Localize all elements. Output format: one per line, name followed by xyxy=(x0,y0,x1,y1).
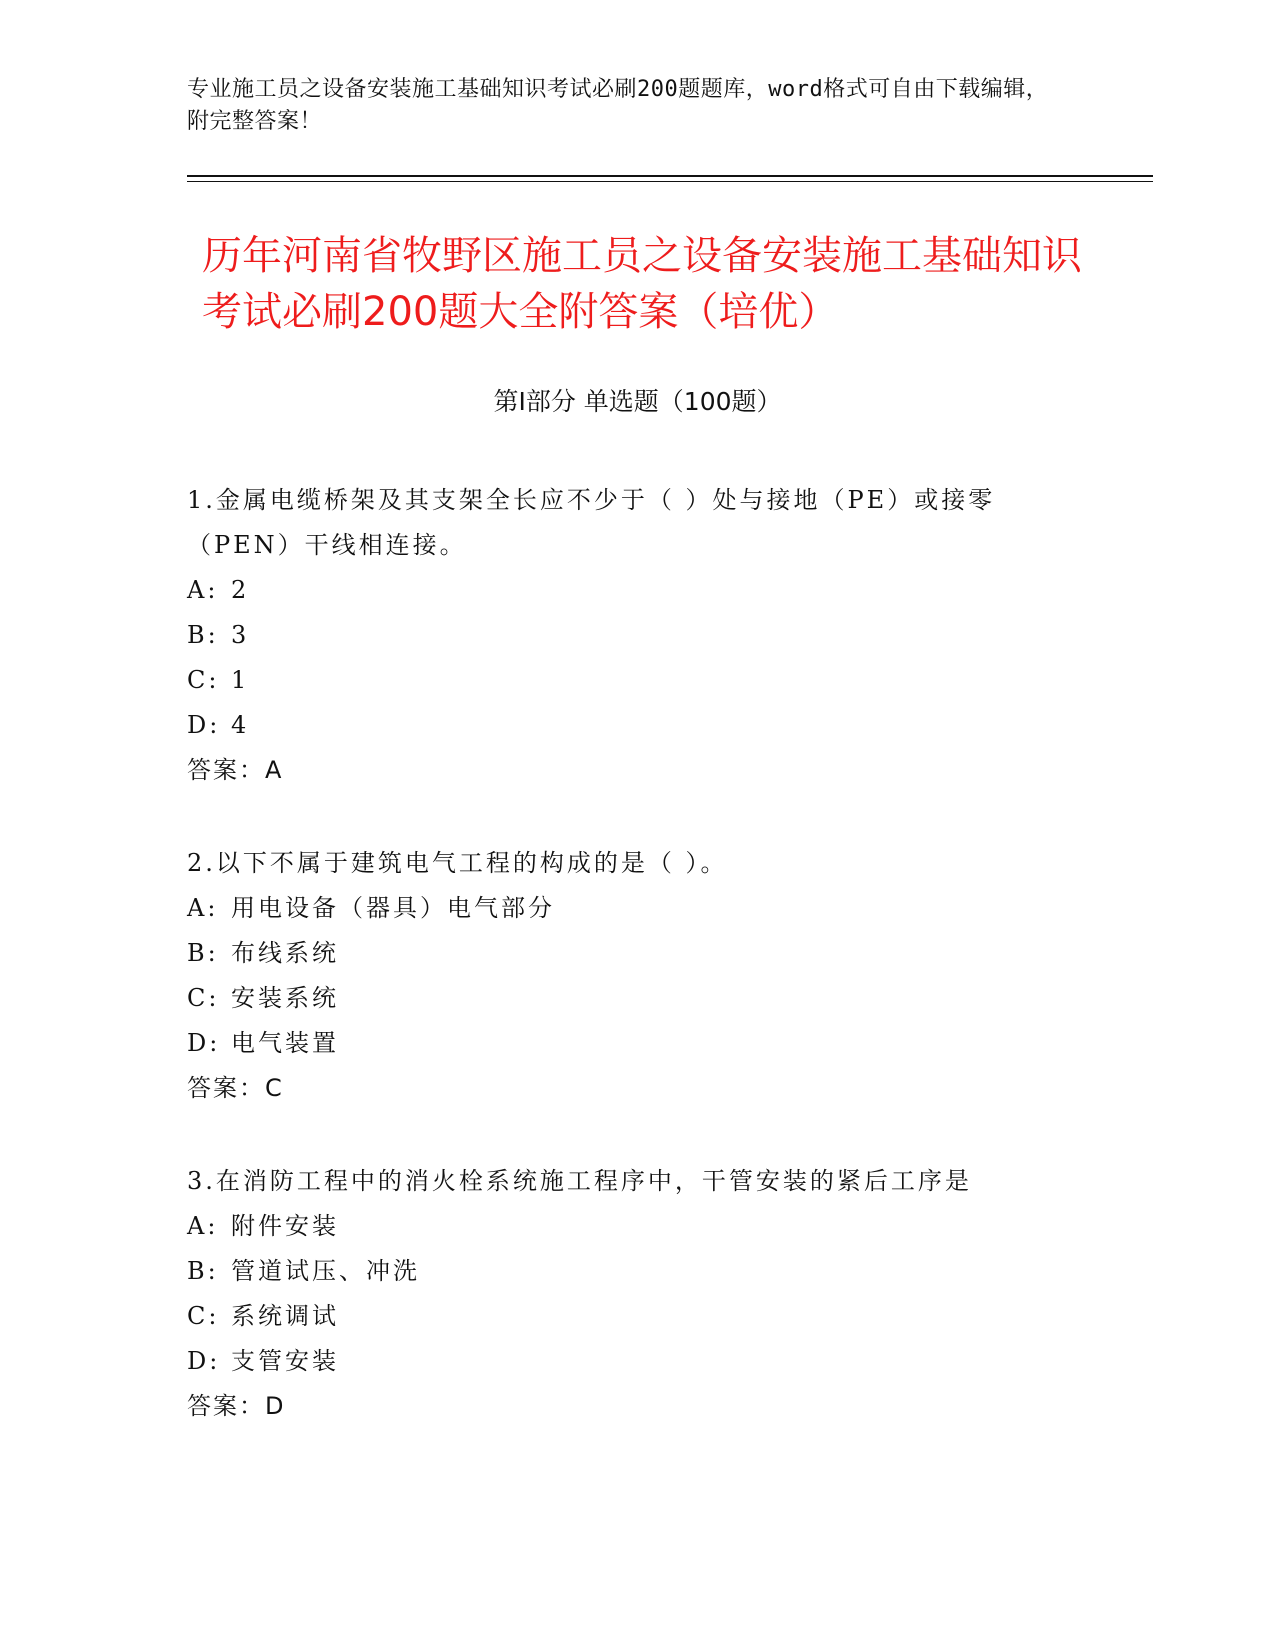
option-key: C: xyxy=(187,666,220,694)
question-list xyxy=(187,478,1087,1477)
option-key: D: xyxy=(187,1029,221,1057)
document-title: 历年河南省牧野区施工员之设备安装施工基础知识考试必刷200题大全附答案（培优） xyxy=(202,233,1082,335)
option-key: C: xyxy=(187,984,220,1012)
option-text: 安装系统 xyxy=(231,984,339,1012)
option-text: 布线系统 xyxy=(231,939,339,967)
question-stem: 2.以下不属于建筑电气工程的构成的是（ ）。 xyxy=(187,849,728,877)
option-text: 电气装置 xyxy=(231,1029,339,1057)
option-c xyxy=(187,976,1087,1021)
option-text: 3 xyxy=(231,621,250,649)
question-2 xyxy=(187,841,1087,1111)
option-text: 支管安装 xyxy=(231,1347,339,1375)
option-key: A: xyxy=(187,894,219,922)
option-key: B: xyxy=(187,1257,219,1285)
option-key: B: xyxy=(187,939,219,967)
option-d xyxy=(187,1339,1087,1384)
question-3 xyxy=(187,1159,1087,1429)
option-b xyxy=(187,613,1087,658)
option-c xyxy=(187,658,1087,703)
option-a xyxy=(187,1204,1087,1249)
option-a xyxy=(187,886,1087,931)
option-text: 管道试压、冲洗 xyxy=(231,1257,420,1285)
option-b xyxy=(187,1249,1087,1294)
question-stem: 3.在消防工程中的消火栓系统施工程序中，干管安装的紧后工序是 xyxy=(187,1167,972,1195)
option-d xyxy=(187,1021,1087,1066)
answer-line: 答案：A xyxy=(187,756,284,784)
option-key: C: xyxy=(187,1302,220,1330)
option-text: 用电设备（器具）电气部分 xyxy=(231,894,555,922)
option-key: A: xyxy=(187,1212,219,1240)
option-text: 1 xyxy=(231,666,250,694)
header-rule-thin xyxy=(187,181,1153,182)
option-key: A: xyxy=(187,576,219,604)
option-b xyxy=(187,931,1087,976)
option-key: D: xyxy=(187,1347,221,1375)
option-text: 系统调试 xyxy=(231,1302,339,1330)
header-note: 专业施工员之设备安装施工基础知识考试必刷200题题库，word格式可自由下载编辑，附完整答案！ xyxy=(187,77,1049,134)
question-1 xyxy=(187,478,1087,793)
option-a xyxy=(187,568,1087,613)
option-d xyxy=(187,703,1087,748)
answer-line: 答案：D xyxy=(187,1392,286,1420)
option-text: 附件安装 xyxy=(231,1212,339,1240)
option-text: 4 xyxy=(231,711,250,739)
option-key: B: xyxy=(187,621,219,649)
option-c xyxy=(187,1294,1087,1339)
option-key: D: xyxy=(187,711,221,739)
answer-line: 答案：C xyxy=(187,1074,284,1102)
question-stem: 1.金属电缆桥架及其支架全长应不少于（ ）处与接地（PE）或接零（PEN）干线相连接。 xyxy=(187,486,996,559)
header-rule-thick xyxy=(187,175,1153,177)
option-text: 2 xyxy=(231,576,250,604)
section-heading: 第I部分 单选题（100题） xyxy=(493,387,782,416)
